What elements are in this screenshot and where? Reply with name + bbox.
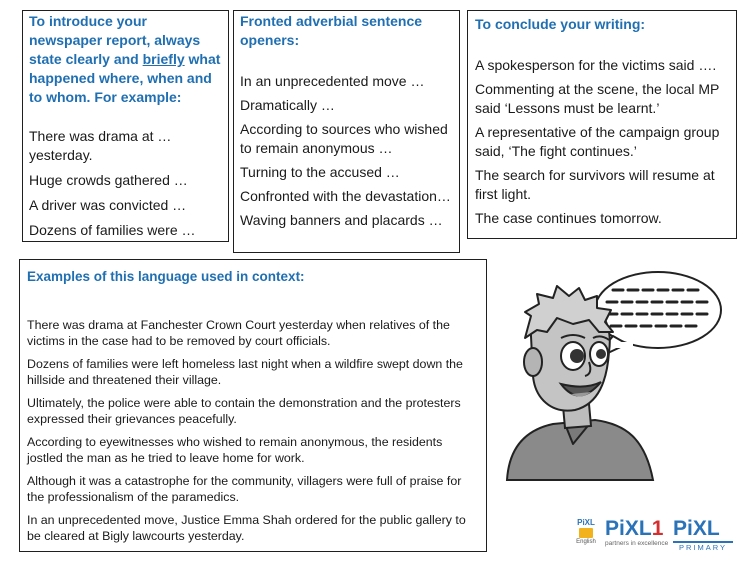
list-item: Confronted with the devastation…: [240, 188, 451, 204]
list-item: In an unprecedented move …: [240, 73, 425, 89]
talking-boy-illustration: [495, 258, 725, 483]
openers-heading: Fronted adverbial sentence openers:: [240, 13, 423, 48]
conclude-list: [475, 56, 729, 228]
intro-box: [22, 10, 229, 242]
examples-heading: Examples of this language used in context:: [27, 269, 305, 284]
list-item: A representative of the campaign group said, ‘The fight continues.’: [475, 124, 720, 159]
examples-box: [19, 259, 487, 552]
intro-heading: To introduce your newspaper report, always state clearly and briefly what happened where, when and to whom. For example:: [29, 13, 221, 105]
list-item: Turning to the accused …: [240, 164, 400, 180]
pixl-english-logo: PiXL English: [576, 518, 596, 545]
list-item: Although it was a catastrophe for the community, villagers were full of praise for the professionalism of the paramedics.: [27, 474, 462, 504]
list-item: A spokesperson for the victims said ….: [475, 57, 717, 73]
list-item: Huge crowds gathered …: [29, 172, 188, 188]
list-item: According to sources who wished to remain anonymous …: [240, 121, 448, 156]
list-item: According to eyewitnesses who wished to remain anonymous, the residents jostled the man as he tried to leave home for work.: [27, 435, 443, 465]
pixl-primary-logo: PiXL PRIMARY: [673, 518, 733, 554]
list-item: The search for survivors will resume at first light.: [475, 167, 715, 202]
conclude-box: [467, 10, 737, 239]
list-item: There was drama at Fanchester Crown Court yesterday when relatives of the victims in the case had to be removed by court officials.: [27, 318, 450, 348]
list-item: Commenting at the scene, the local MP said ‘Lessons must be learnt.’: [475, 81, 720, 116]
speech-bubble-icon: [593, 272, 721, 360]
intro-examples-list: [29, 127, 222, 240]
list-item: Ultimately, the police were able to contain the demonstration and the protesters expressed their grievances peacefully.: [27, 396, 461, 426]
openers-box: [233, 10, 460, 253]
list-item: Waving banners and placards …: [240, 212, 443, 228]
list-item: A driver was convicted …: [29, 197, 187, 213]
list-item: Dramatically …: [240, 97, 335, 113]
list-item: Dozens of families were left homeless last night when a wildfire swept down the hillside and threatened their village.: [27, 357, 463, 387]
briefly-underlined: briefly: [142, 51, 185, 67]
openers-list: [240, 72, 453, 230]
conclude-heading: To conclude your writing:: [475, 16, 646, 32]
examples-list: [27, 317, 479, 544]
list-item: In an unprecedented move, Justice Emma Shah ordered for the public gallery to be cleared at Bigly lawcourts yesterday.: [27, 513, 466, 543]
list-item: There was drama at … yesterday.: [29, 128, 172, 163]
list-item: Dozens of families were …: [29, 222, 196, 238]
pixl1-logo: PiXL1 partners in excellence: [605, 517, 669, 547]
book-icon: [579, 528, 593, 538]
list-item: The case continues tomorrow.: [475, 210, 662, 226]
